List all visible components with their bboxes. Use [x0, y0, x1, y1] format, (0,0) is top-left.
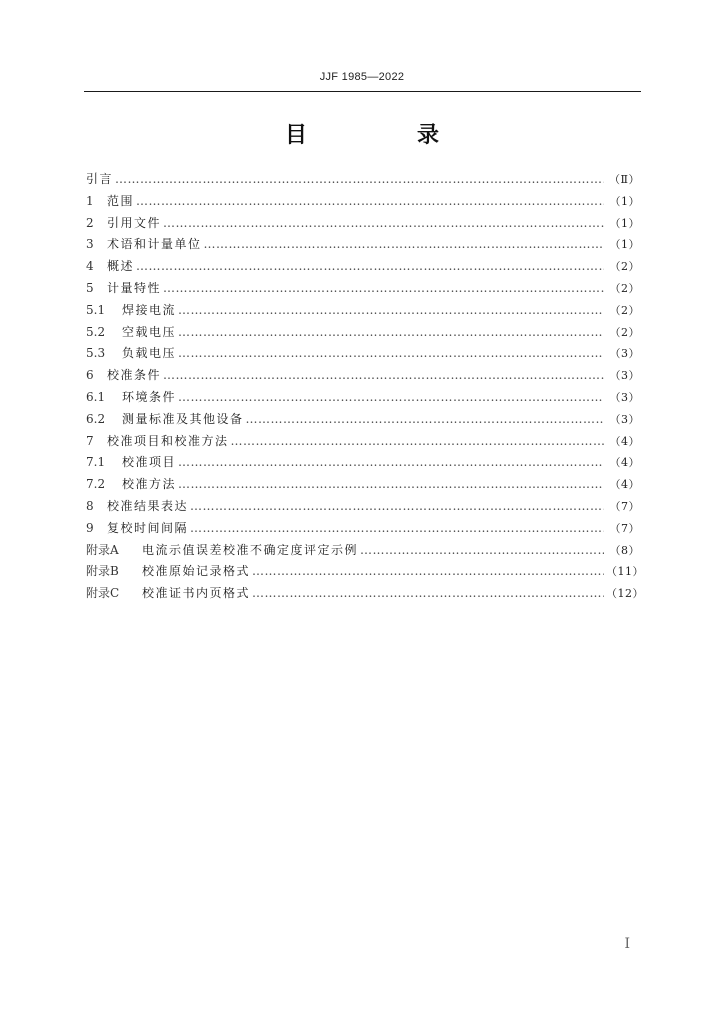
toc-entry[interactable] [86, 213, 640, 235]
toc-entry-page: （2） [609, 325, 640, 339]
toc-dot-leader [252, 561, 604, 583]
toc-dot-leader [115, 169, 604, 191]
toc-entry[interactable] [86, 431, 640, 453]
toc-entry[interactable] [86, 561, 644, 583]
toc-entry-page: （2） [609, 260, 640, 274]
toc-entry-number: 4 [86, 259, 94, 274]
toc-entry-page: （2） [609, 303, 640, 317]
toc-entry-page: （4） [609, 478, 640, 492]
toc-entry[interactable] [86, 234, 640, 256]
toc-entry-number: 7 [86, 433, 94, 448]
toc-dot-leader [178, 300, 604, 322]
toc-entry-title: 引言 [86, 172, 114, 186]
toc-entry-number: 附录A [86, 542, 119, 557]
toc-entry-number: 6.2 [86, 411, 106, 426]
toc-entry[interactable] [86, 300, 640, 322]
document-code: JJF 1985—2022 [319, 71, 405, 83]
toc-entry[interactable] [86, 256, 640, 278]
toc-entry-page: （1） [609, 194, 640, 208]
toc-entry-number: 8 [86, 498, 94, 513]
toc-entry-page: （3） [609, 347, 640, 361]
toc-entry-title: 术语和计量单位 [107, 237, 202, 252]
toc-entry-title: 范围 [107, 193, 135, 208]
toc-entry-number: 5 [86, 280, 94, 295]
toc-entry-title: 概述 [107, 259, 135, 274]
toc-entry[interactable] [86, 322, 640, 344]
toc-entry-number: 5.1 [86, 302, 106, 317]
toc-entry[interactable] [86, 518, 640, 540]
toc-entry-number: 6 [86, 368, 94, 383]
toc-entry-number: 6.1 [86, 389, 106, 404]
toc-entry-page: （4） [609, 434, 640, 448]
toc-entry-title: 负载电压 [122, 346, 177, 361]
toc-entry[interactable] [86, 191, 640, 213]
toc-entry-page: （3） [609, 390, 640, 404]
toc-entry-title: 空载电压 [122, 324, 177, 339]
toc-dot-leader [178, 343, 604, 365]
toc-entry[interactable] [86, 540, 640, 562]
toc-dot-leader [136, 256, 604, 278]
toc-entry[interactable] [86, 496, 640, 518]
toc-entry-number: 7.1 [86, 455, 106, 470]
toc-entry-number: 附录C [86, 586, 120, 601]
toc-entry-title: 校准项目 [122, 455, 177, 470]
toc-entry-number: 1 [86, 193, 94, 208]
toc-entry-title: 焊接电流 [122, 302, 177, 317]
toc-entry[interactable] [86, 409, 640, 431]
toc-entry-title: 复校时间间隔 [107, 520, 189, 535]
toc-title: 目 录 [284, 123, 483, 148]
toc-dot-leader [360, 540, 604, 562]
toc-entry[interactable] [86, 278, 640, 300]
toc-dot-leader [252, 583, 604, 605]
toc-entry-title: 校准项目和校准方法 [107, 433, 229, 448]
toc-entry-number: 2 [86, 215, 94, 230]
toc-entry[interactable] [86, 474, 640, 496]
toc-entry-title: 测量标准及其他设备 [122, 411, 244, 426]
toc-entry-page: （1） [609, 238, 640, 252]
header-rule [84, 91, 641, 92]
toc-entry-page: （12） [606, 587, 644, 601]
toc-entry-page: （11） [606, 565, 644, 579]
toc-entry[interactable] [86, 343, 640, 365]
toc-entry-title: 引用文件 [107, 215, 162, 230]
toc-entry[interactable] [86, 365, 640, 387]
toc-entry-page: （Ⅱ） [609, 173, 640, 186]
toc-entry-page: （2） [609, 281, 640, 295]
toc-entry-title: 校准结果表达 [107, 498, 189, 513]
toc-dot-leader [178, 387, 604, 409]
toc-dot-leader [190, 496, 604, 518]
toc-entry[interactable] [86, 452, 640, 474]
table-of-contents [86, 169, 644, 605]
toc-dot-leader [231, 431, 604, 453]
toc-dot-leader [178, 474, 604, 496]
toc-dot-leader [178, 452, 604, 474]
toc-entry-number: 7.2 [86, 477, 106, 492]
toc-dot-leader [163, 213, 604, 235]
toc-dot-leader [178, 322, 604, 344]
toc-entry-page: （7） [609, 499, 640, 513]
toc-entry-page: （4） [609, 456, 640, 470]
toc-entry-number: 5.2 [86, 324, 106, 339]
toc-dot-leader [190, 518, 604, 540]
toc-entry-page: （3） [609, 412, 640, 426]
toc-entry-page: （1） [609, 216, 640, 230]
toc-dot-leader [246, 409, 604, 431]
toc-entry-title: 电流示值误差校准不确定度评定示例 [142, 542, 359, 557]
toc-entry-number: 3 [86, 237, 94, 252]
toc-entry-number: 附录B [86, 564, 119, 579]
toc-entry-title: 校准条件 [107, 368, 162, 383]
toc-entry-title: 环境条件 [122, 389, 177, 404]
toc-entry-title: 计量特性 [107, 280, 162, 295]
toc-entry[interactable] [86, 583, 644, 605]
toc-entry[interactable] [86, 387, 640, 409]
toc-dot-leader [136, 191, 604, 213]
toc-entry-page: （7） [609, 521, 640, 535]
toc-entry-title: 校准原始记录格式 [142, 564, 251, 579]
toc-entry-page: （8） [609, 543, 640, 557]
toc-entry-number: 9 [86, 520, 94, 535]
toc-dot-leader [163, 365, 604, 387]
toc-entry-number: 5.3 [86, 346, 106, 361]
toc-entry-page: （3） [609, 369, 640, 383]
toc-entry-title: 校准证书内页格式 [142, 586, 251, 601]
toc-dot-leader [204, 234, 604, 256]
page-number: I [624, 936, 630, 952]
toc-dot-leader [163, 278, 604, 300]
toc-entry[interactable] [86, 169, 640, 191]
toc-entry-title: 校准方法 [122, 477, 177, 492]
